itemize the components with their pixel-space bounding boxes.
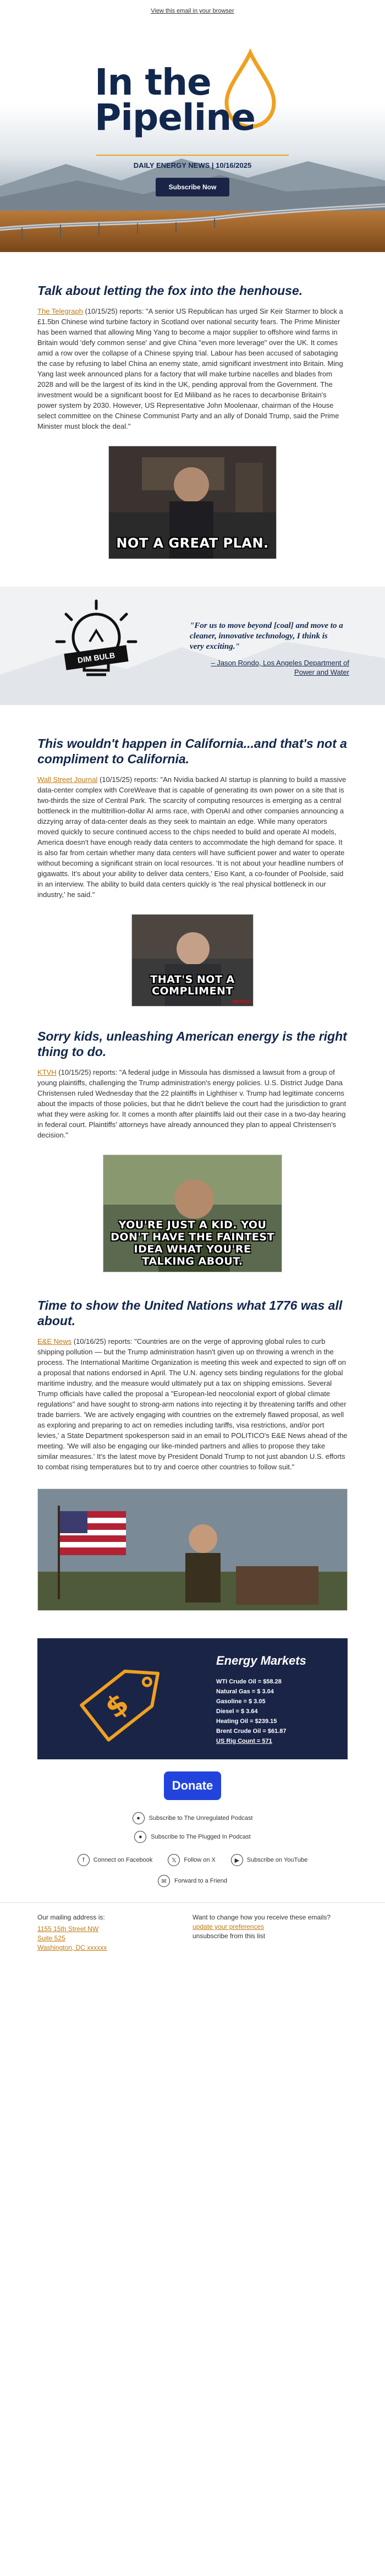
article-4 bbox=[0, 1298, 385, 1611]
market-item: Gasoline = $ 3.05 bbox=[216, 1698, 266, 1705]
address-line[interactable]: Washington, DC xxxxxx bbox=[37, 1944, 107, 1951]
article-body bbox=[37, 306, 348, 431]
market-item: Natural Gas = $ 3.04 bbox=[216, 1688, 274, 1695]
social-facebook[interactable] bbox=[78, 1854, 153, 1866]
article-text: (10/15/25) reports: "A senior US Republican has urged Sir Keir Starmer to block a £1.5bn Chinese wind turbine factory in Scotland over national security fears. The Prime Minister has been warned that allowing Ming Yang to become a major supplier to offshore wind farms in Britain would 'defy common sense' and give China "even more leverage" over the UK. It comes amid a row over the collapse of a Chinese spying trial. Labour has been accused of sabotaging the case by refusing to label China an enemy state, amid significant investment into Britain. Ming Yang last week announced plans for a factory that will make turbine nacelles and blades from 2028 and will be the largest of its kind in the UK, pending approval from the Government. The investment would be a significant boost for Ed Miliband as he races to decarbonise Britain's power system by 2030. However, US Representative John Moolenaar, chairman of the House select committee on the Chinese Communist Party and an ally of Donald Trump, said the Prime Minister must block the deal." bbox=[37, 307, 343, 430]
meme-caption: THAT'S NOT A COMPLIMENT bbox=[150, 973, 235, 997]
social-links bbox=[0, 1854, 385, 1866]
social-label[interactable]: Subscribe on YouTube bbox=[246, 1857, 308, 1863]
article-heading: Sorry kids, unleashing American energy is the right thing to do. bbox=[37, 1029, 347, 1059]
address-line[interactable]: Suite 525 bbox=[37, 1934, 65, 1942]
view-in-browser bbox=[0, 0, 385, 21]
svg-text:$: $ bbox=[99, 1687, 135, 1725]
social-x[interactable] bbox=[168, 1854, 215, 1866]
meme-caption: YOU'RE JUST A KID. YOU DON'T HAVE THE FAINTEST IDEA WHAT YOU'RE TALKING ABOUT. bbox=[111, 1219, 274, 1267]
quote-band bbox=[0, 587, 385, 705]
tagline: DAILY ENERGY NEWS | 10/16/2025 bbox=[96, 155, 289, 169]
article-body bbox=[37, 774, 348, 900]
view-in-browser-link[interactable]: View this email in your browser bbox=[151, 8, 234, 14]
article-heading: Time to show the United Nations what 1776 was all about. bbox=[37, 1298, 343, 1328]
article-text: (10/15/25) reports: "An Nvidia backed AI startup is planning to build a massive data-center complex with CoreWeave that is capable of generating its own power on a site that is two-thirds the size of Central Park. The scarcity of computing resources is emerging as a central bottleneck in the multitrillion-dollar AI arms race, with OpenAI and other companies announcing a dizzying array of data-center deals as they seek to maintain an edge. While many operators moved quickly to secure continued access to the chips needed to build and operate AI models, America doesn't have enough ready data centers to accommodate the high demand for space. It is also far from certain whether many data centers will have sufficient power and water to operate without becoming a significant strain on local resources. 'It is not about your headline numbers of gigawatts. It's about your ability to deliver data centers,' Eiso Kant, a co-founder of Poolside, said in an interview. The ability to build data centers quickly is 'the real physical bottleneck in our industry,' he said." bbox=[37, 775, 346, 899]
article-source-link[interactable]: Wall Street Journal bbox=[37, 775, 98, 784]
logo-line-1: In the bbox=[95, 61, 211, 103]
podcast-subscribe-row[interactable] bbox=[0, 1812, 385, 1824]
market-item: Diesel = $ 3.64 bbox=[216, 1708, 258, 1715]
social-youtube[interactable] bbox=[231, 1854, 307, 1866]
energy-markets-title: Energy Markets bbox=[216, 1654, 306, 1667]
article-source-link[interactable]: The Telegraph bbox=[37, 307, 83, 315]
market-item: WTI Crude Oil = $58.28 bbox=[216, 1678, 282, 1685]
patriot-image bbox=[37, 1489, 348, 1611]
market-item: Brent Crude Oil = $61.87 bbox=[216, 1728, 287, 1735]
article-body bbox=[37, 1336, 348, 1472]
article-heading: This wouldn't happen in California...and that's not a compliment to California. bbox=[37, 736, 347, 766]
logo-line-2: Pipeline bbox=[95, 96, 255, 139]
podcast-icon: ● bbox=[134, 1831, 146, 1843]
article-source-link[interactable]: KTVH bbox=[37, 1068, 57, 1076]
forward-label[interactable]: Forward to a Friend bbox=[174, 1878, 227, 1884]
article-text: (10/15/25) reports: "A federal judge in Missoula has dismissed a lawsuit from a group of young plaintiffs, challenging the Trump administration's energy policies. U.S. District Judge Dana Christensen ruled Wednesday that the 22 plaintiffs in Lighthiser v. Trump had legitimate concerns about the impacts of those policies, but that he didn't believe the court had the jurisdiction to grant what they were asking for. It comes a month after plaintiffs laid out their case in a two-day hearing in federal court. Plaintiffs' attorneys have already announced they plan to appeal Christensen's decision." bbox=[37, 1068, 346, 1139]
x-icon: 𝕏 bbox=[168, 1854, 180, 1866]
article-3 bbox=[0, 1029, 385, 1272]
donate-section bbox=[0, 1771, 385, 1800]
meme-image bbox=[103, 1155, 282, 1272]
netflix-watermark: NETFLIX bbox=[232, 999, 251, 1004]
market-item: US Rig Count = 571 bbox=[216, 1738, 272, 1744]
unsubscribe-text[interactable]: unsubscribe from this list bbox=[193, 1932, 266, 1940]
dim-bulb-badge: DIM BULB bbox=[64, 645, 128, 670]
podcast-subscribe-label[interactable]: Subscribe to The Plugged In Podcast bbox=[151, 1834, 251, 1840]
podcast-subscriptions bbox=[0, 1812, 385, 1843]
address-block bbox=[37, 1924, 193, 1952]
subscribe-button[interactable]: Subscribe Now bbox=[156, 178, 229, 196]
youtube-icon: ▶ bbox=[231, 1854, 243, 1866]
article-source-link[interactable]: E&E News bbox=[37, 1337, 72, 1346]
quote-attribution bbox=[195, 658, 349, 677]
footer-address bbox=[37, 1913, 193, 1968]
patriot-scene-image bbox=[38, 1489, 348, 1611]
preferences-heading: Want to change how you receive these emails? bbox=[193, 1913, 331, 1921]
address-line[interactable]: 1155 15th Street NW bbox=[37, 1925, 99, 1933]
footer-preferences bbox=[193, 1913, 348, 1968]
article-2 bbox=[0, 736, 385, 1007]
price-tag-icon bbox=[59, 1638, 191, 1759]
logo-text bbox=[95, 61, 255, 139]
footer bbox=[0, 1902, 385, 1968]
energy-markets-panel bbox=[37, 1638, 348, 1759]
meme-image bbox=[131, 914, 254, 1007]
article-text: (10/16/25) reports: "Countries are on the verge of approving global rules to curb shipping pollution — but the Trump administration hasn't given up on throwing a wrench in the process. The International Maritime Organization is meeting this week and expected to sign off on a proposal that nations endorsed in April. The U.N. agency sets binding regulations for the global maritime industry, and the measure would ultimately put a tax on shipping emissions. Several Trump officials have called the proposal a "European-led neocolonial export of global climate regulations" and have sought to strong-arm nations into rejecting it by threatening tariffs and other trade barriers. 'We are actively engaging with countries on the extremely flawed proposal, as well as exploring and preparing to act on remedies including tariffs, visa restrictions, and/or port levies,' a State Department spokesperson said in an email to POLITICO's E&E News ahead of the meeting. 'We will also be engaging our like-minded partners and allies to propose they take similar measures.' It's the latest move by President Donald Trump to not just abandon U.S. efforts to combat rising temperatures but to try and coerce other countries to follow suit." bbox=[37, 1337, 348, 1471]
forward-row[interactable] bbox=[0, 1875, 385, 1887]
meme-image bbox=[108, 446, 277, 559]
facebook-icon: f bbox=[78, 1854, 90, 1866]
update-preferences-link[interactable]: update your preferences bbox=[193, 1923, 265, 1930]
donate-button[interactable]: Donate bbox=[164, 1771, 221, 1800]
energy-markets-list bbox=[216, 1677, 286, 1746]
mail-icon: ✉ bbox=[158, 1875, 170, 1887]
lightbulb-icon bbox=[47, 598, 146, 697]
podcast-subscribe-row[interactable] bbox=[0, 1831, 385, 1843]
social-label[interactable]: Connect on Facebook bbox=[93, 1857, 153, 1863]
article-heading: Talk about letting the fox into the henhouse. bbox=[37, 283, 303, 298]
podcast-subscribe-label[interactable]: Subscribe to The Unregulated Podcast bbox=[148, 1815, 253, 1822]
quote-attribution-link[interactable]: – Jason Rondo, Los Angeles Department of Power and Water bbox=[211, 659, 349, 676]
article-1 bbox=[0, 283, 385, 559]
address-heading: Our mailing address is: bbox=[37, 1913, 105, 1921]
logo bbox=[0, 21, 385, 153]
quote-text: "For us to move beyond [coal] and move to a cleaner, innovative technology, I think is very exciting." bbox=[190, 621, 343, 651]
header-banner bbox=[0, 21, 385, 252]
market-item: Heating Oil = $239.15 bbox=[216, 1718, 277, 1725]
social-label[interactable]: Follow on X bbox=[184, 1857, 216, 1863]
podcast-icon: ● bbox=[133, 1812, 145, 1824]
meme-caption: NOT A GREAT PLAN. bbox=[116, 535, 269, 551]
article-body bbox=[37, 1067, 348, 1140]
